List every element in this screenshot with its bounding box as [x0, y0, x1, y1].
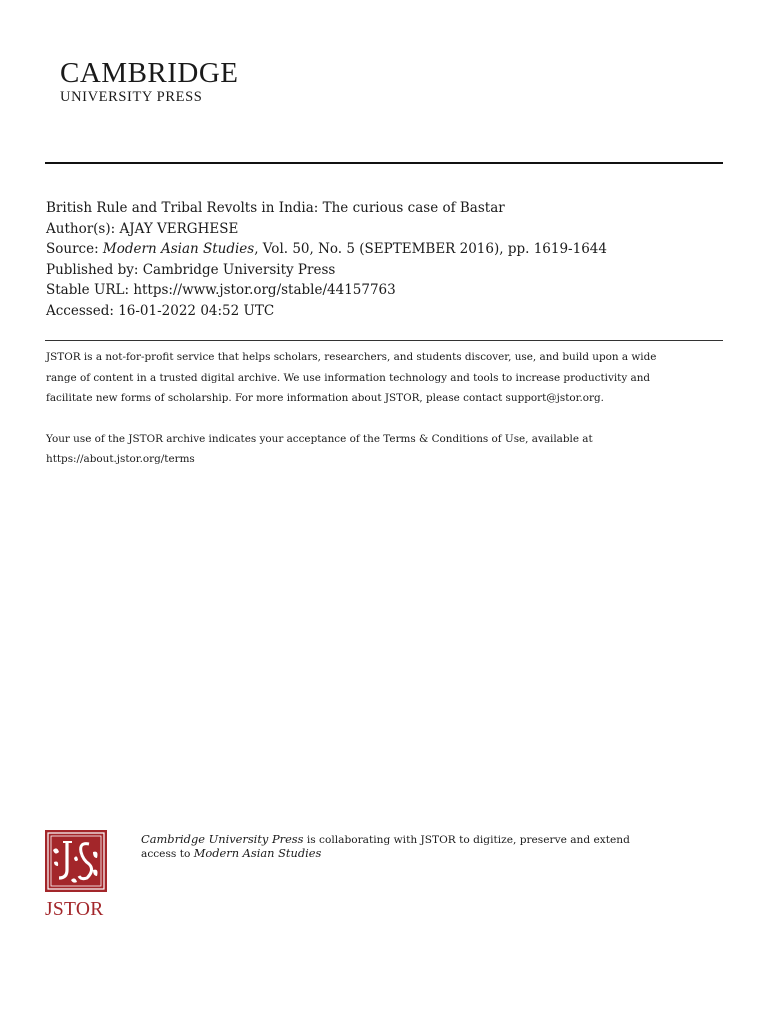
jstor-notice [46, 347, 726, 470]
collaboration-line-2 [141, 847, 731, 861]
source-line [46, 239, 726, 260]
article-title: British Rule and Tribal Revolts in India: The curious case of Bastar [46, 200, 505, 216]
jstor-emblem-icon [45, 830, 107, 892]
accessed-line [46, 301, 726, 322]
stable-url-link[interactable]: https://www.jstor.org/stable/44157763 [133, 282, 396, 299]
publisher-name: CAMBRIDGE [60, 57, 239, 89]
publisher-subname: UNIVERSITY PRESS [60, 89, 203, 105]
collaboration-line-1 [141, 833, 731, 847]
notice-paragraph-1 [46, 347, 726, 409]
cambridge-logo [60, 58, 260, 105]
stable-url-line [46, 280, 726, 301]
accessed-date: 16-01-2022 04:52 UTC [118, 302, 275, 319]
notice-line: JSTOR is a not-for-profit service that helps scholars, researchers, and students discover, use, and build upon a wide [46, 351, 657, 363]
accessed-label: Accessed: [46, 302, 119, 319]
published-by: Cambridge University Press [142, 261, 336, 278]
collab-journal: Modern Asian Studies [193, 846, 322, 861]
jstor-logo [45, 830, 109, 920]
collab-publisher: Cambridge University Press [141, 832, 304, 846]
notice-paragraph-2 [46, 429, 726, 470]
notice-line: Your use of the JSTOR archive indicates your acceptance of the Terms & Conditions of Use, available at [46, 432, 593, 445]
collab-prefix: access to [141, 848, 194, 861]
source-label: Source: [46, 241, 103, 258]
article-metadata [46, 198, 726, 322]
publisher-line [46, 260, 726, 281]
author-label: Author(s): [46, 220, 120, 237]
source-details: , Vol. 50, No. 5 (SEPTEMBER 2016), pp. 1619-1644 [254, 241, 607, 258]
published-label: Published by: [46, 261, 143, 278]
stable-label: Stable URL: [46, 282, 134, 299]
collab-text: is collaborating with JSTOR to digitize, preserve and extend [303, 834, 630, 846]
collaboration-note [141, 833, 731, 861]
terms-link[interactable]: https://about.jstor.org/terms [46, 453, 195, 466]
notice-line: facilitate new forms of scholarship. For more information about JSTOR, please contact support@jstor.org. [46, 392, 604, 405]
author-name: AJAY VERGHESE [119, 220, 239, 237]
header-divider [45, 162, 723, 164]
notice-divider [45, 340, 723, 341]
source-journal: Modern Asian Studies [102, 241, 255, 258]
jstor-wordmark: JSTOR [45, 899, 104, 920]
author-line [46, 219, 726, 240]
notice-line: range of content in a trusted digital archive. We use information technology and tools to increase productivity and [46, 371, 651, 384]
